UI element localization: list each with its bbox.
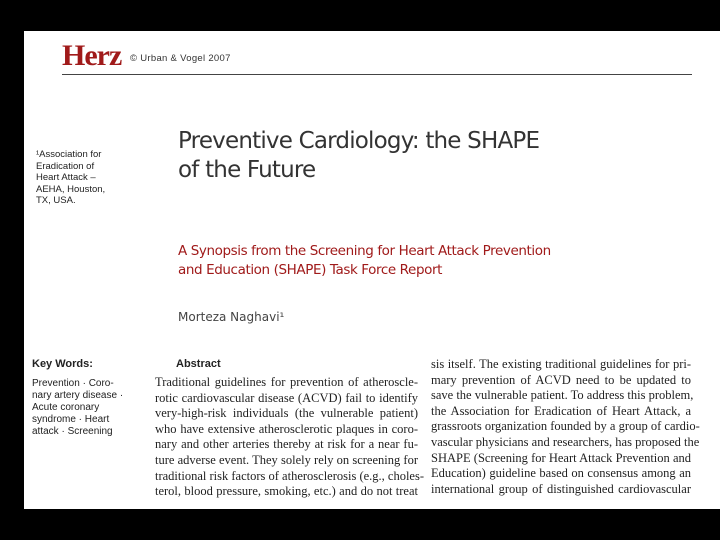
abstract-heading: Abstract xyxy=(176,358,221,370)
subtitle-line: A Synopsis from the Screening for Heart Attack Prevention xyxy=(178,243,551,259)
title-line: Preventive Cardiology: the SHAPE xyxy=(178,128,540,154)
abstract-line: mary prevention of ACVD need to be updated to xyxy=(431,372,691,387)
keywords-heading: Key Words: xyxy=(32,358,93,370)
abstract-column-2 xyxy=(431,357,700,497)
abstract-line: terol, blood pressure, smoking, etc.) and do not treat xyxy=(155,484,418,499)
author-affiliation xyxy=(36,149,131,207)
affiliation-line: TX, USA. xyxy=(36,195,76,206)
journal-logo: Herz xyxy=(62,39,122,72)
abstract-line: Education) guideline based on consensus among an xyxy=(431,466,691,481)
affiliation-line: ¹Association for xyxy=(36,149,102,160)
affiliation-line: Eradication of xyxy=(36,160,95,172)
abstract-line: vascular physicians and researchers, has proposed the xyxy=(431,434,700,449)
abstract-line: SHAPE (Screening for Heart Attack Prevention and xyxy=(431,450,691,465)
affiliation-line: AEHA, Houston, xyxy=(36,183,106,195)
abstract-line: sis itself. The existing traditional guidelines for pri- xyxy=(431,357,691,371)
abstract-line: very-high-risk individuals (the vulnerable patient) xyxy=(155,406,418,421)
abstract-line: nary and other arteries thereby at risk for a near fu- xyxy=(155,437,418,452)
abstract-line: who have extensive atherosclerotic plaques in coro- xyxy=(155,421,418,436)
abstract-line: grassroots organization founded by a group of cardio- xyxy=(431,419,700,434)
abstract-line: international group of distinguished cardiovascular xyxy=(431,481,691,496)
keyword-line: nary artery disease · xyxy=(32,390,124,401)
abstract-line: Traditional guidelines for prevention of atheroscle- xyxy=(155,375,418,389)
keywords-list xyxy=(32,378,152,438)
author-name: Morteza Naghavi¹ xyxy=(178,310,285,324)
abstract-line: save the vulnerable patient. To address this problem, xyxy=(431,388,694,403)
keyword-line: syndrome · Heart xyxy=(32,414,110,425)
keyword-line: attack · Screening xyxy=(32,426,113,437)
abstract-line: the Association for Eradication of Heart Attack, a xyxy=(431,403,691,418)
abstract-line: traditional risk factors of atherosclerosis (e.g., choles- xyxy=(155,468,425,483)
article-page xyxy=(24,31,720,509)
title-line: of the Future xyxy=(178,157,316,183)
abstract-column-1 xyxy=(155,375,425,500)
keyword-line: Acute coronary xyxy=(32,402,100,413)
abstract-line: ture adverse event. They solely rely on screening for xyxy=(155,452,418,467)
keyword-line: Prevention · Coro- xyxy=(32,378,114,389)
subtitle-line: and Education (SHAPE) Task Force Report xyxy=(178,262,443,278)
copyright-notice: © Urban & Vogel 2007 xyxy=(130,53,231,64)
article-subtitle xyxy=(178,242,551,280)
article-title xyxy=(178,127,539,185)
affiliation-line: Heart Attack – xyxy=(36,172,96,183)
abstract-line: rotic cardiovascular disease (ACVD) fail to identify xyxy=(155,390,418,405)
header-divider xyxy=(62,74,692,75)
